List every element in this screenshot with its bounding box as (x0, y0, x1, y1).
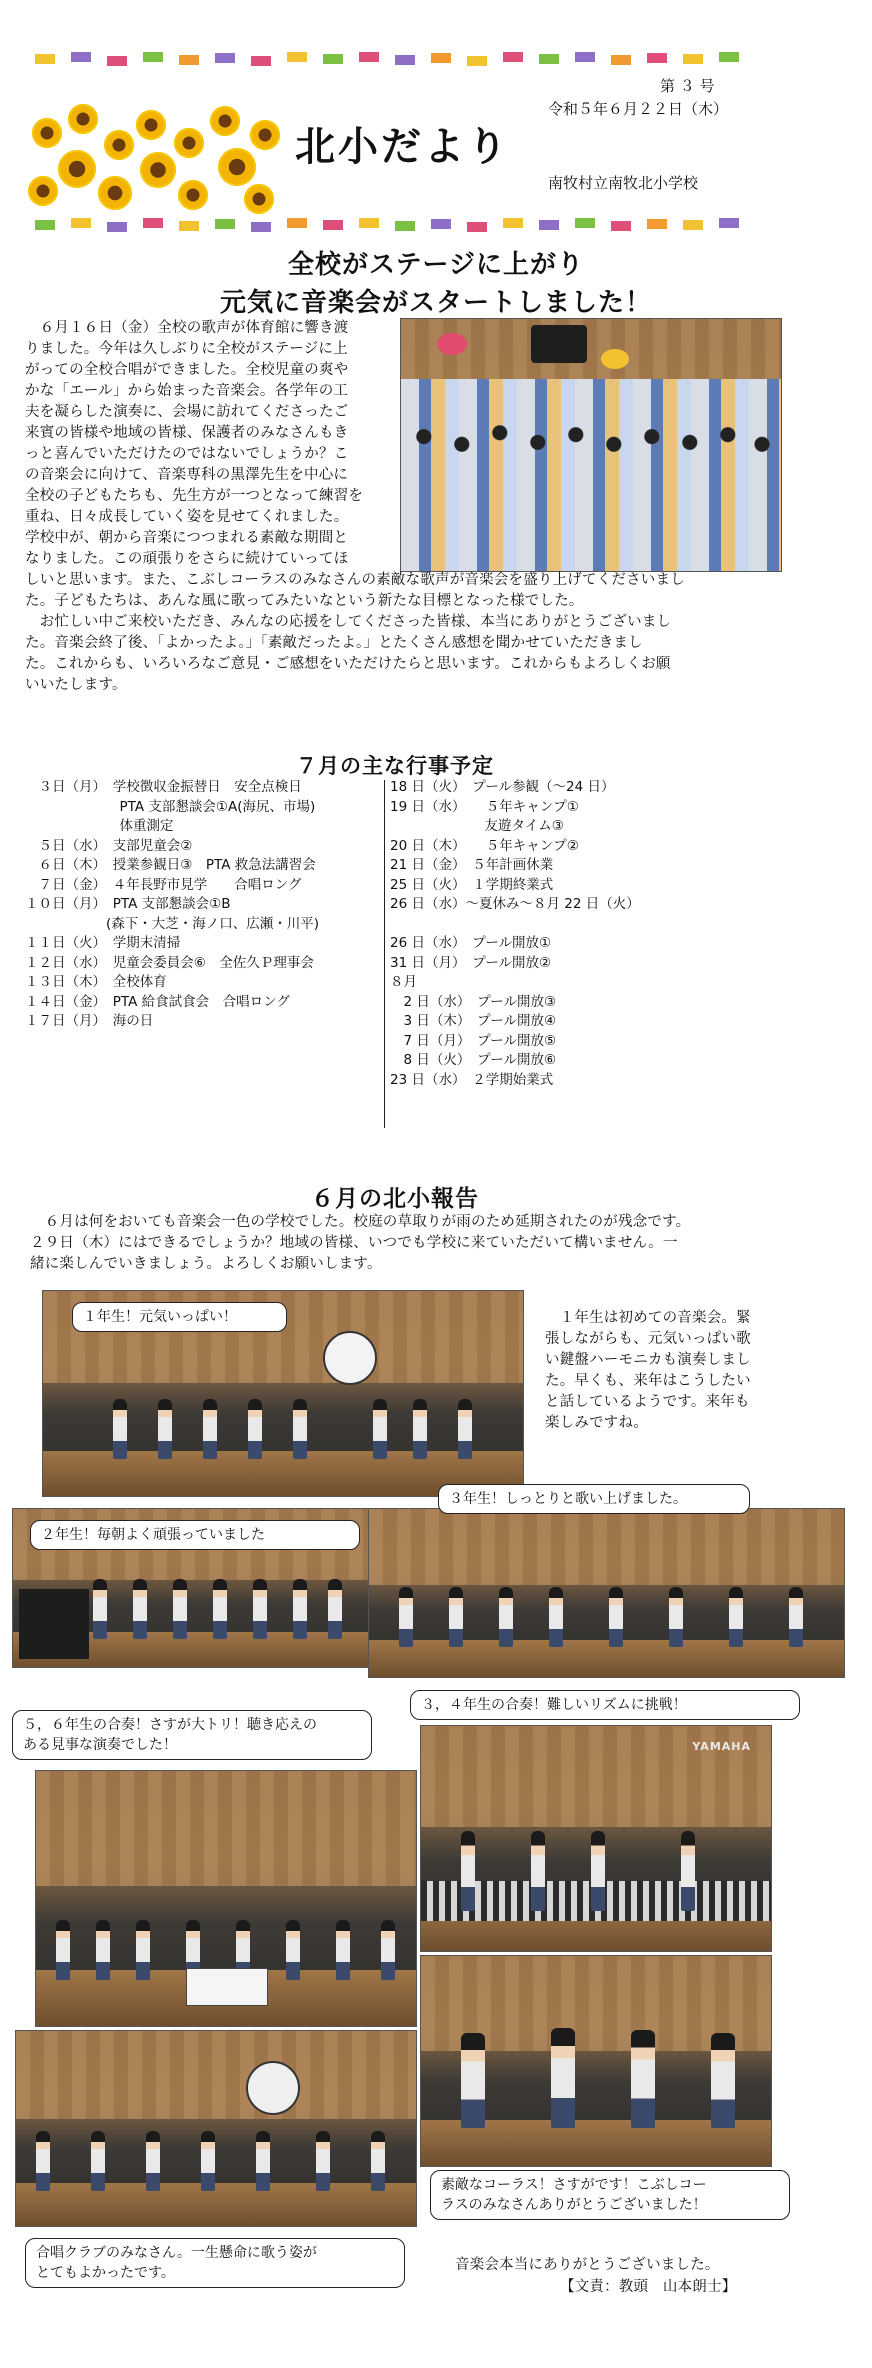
text-line: た。早くも、来年はこうしたい (545, 1373, 751, 1389)
photo-choir-club (15, 2030, 417, 2227)
schedule-entry: ３日（月） 学校徴収金振替日 安全点検日 (25, 779, 302, 795)
piano-brand: YAMAHA (692, 1740, 751, 1753)
caption-grade56 (12, 1710, 372, 1760)
issue-number: 第 ３ 号 (660, 77, 715, 95)
schedule-entry: (森下・大芝・海ノ口、広瀬・川平) (25, 915, 320, 932)
caption-chorus (430, 2170, 790, 2220)
schedule-entry: 31 日（月） プール開放② (390, 954, 552, 971)
schedule-left-column (25, 778, 385, 1032)
caption-grade34: ３，４年生の合奏！難しいリズムに挑戦！ (410, 1690, 800, 1720)
schedule-entry: ５日（水） 支部児童会② (25, 837, 193, 854)
sunflower-illustration (28, 100, 278, 220)
text-line: の音楽会に向けて、音楽専科の黒澤先生を中心に (25, 467, 349, 483)
text-line: ２９日（木）にはできるでしょうか？地域の皆様、いつでも学校に来ていただいて構いません。一 (30, 1235, 678, 1251)
text-line: と話しているようです。来年も (545, 1394, 750, 1410)
author-credit: 【文責：教頭 山本朗士】 (560, 2279, 737, 2295)
schedule-entry: １３日（木） 全校体育 (25, 974, 167, 990)
schedule-entry: １０日（月） PTA 支部懇談会①B (25, 896, 231, 912)
article-paragraph-full (25, 570, 855, 696)
text-line: 緒に楽しんでいきましょう。よろしくお願いします。 (30, 1256, 382, 1272)
text-line: た。子どもたちは、あんな風に歌ってみたいなという新たな目標となった様でした。 (25, 593, 584, 609)
newsletter-title: 北小だより (295, 124, 510, 170)
article-headline-2: 元気に音楽会がスタートしました！ (219, 288, 652, 318)
article-paragraph-wrapped (25, 318, 405, 570)
caption-grade2: ２年生！毎朝よく頑張っていました (30, 1520, 360, 1550)
schedule-entry: 23 日（水） ２学期始業式 (390, 1071, 554, 1088)
schedule-heading: ７月の主な行事予定 (296, 754, 494, 778)
photo-grade56 (35, 1770, 417, 2027)
text-line: 全校の子どもたちも、先生方が一つとなって練習を (25, 488, 364, 504)
text-line: っと喜んでいただけたのではないでしょうか？こ (25, 446, 349, 462)
text-line: ５，６年生の合奏！さすが大トリ！聴き応えの (23, 1717, 317, 1733)
text-line: ６月は何をおいても音楽会一色の学校でした。校庭の草取りが雨のため延期されたのが残念です。 (30, 1214, 691, 1230)
caption-grade3: ３年生！しっとりと歌い上げました。 (438, 1484, 750, 1514)
issue-date: 令和５年６月２２日（木） (548, 100, 729, 118)
schedule-entry: 26 日（水）～夏休み～８月 22 日（火） (390, 896, 640, 912)
caption-grade1: １年生！元気いっぱい！ (72, 1302, 287, 1332)
schedule-entry: ７日（金） ４年長野市見学 合唱ロング (25, 876, 302, 893)
schedule-entry: 2 日（水） プール開放③ (390, 993, 557, 1010)
text-line: た。音楽会終了後、「よかったよ。」「素敵だったよ。」とたくさん感想を聞かせていただきまし (25, 635, 643, 651)
schedule-entry: 体重測定 (25, 818, 174, 834)
text-line: とてもよかったです。 (36, 2265, 175, 2281)
schedule-entry: 18 日（火） プール参観（～24 日） (390, 779, 615, 795)
text-line: 合唱クラブのみなさん。一生懸命に歌う姿が (36, 2245, 317, 2261)
confetti-top (35, 52, 755, 68)
photo-kobushi-chorus (420, 1955, 772, 2167)
grade1-description (545, 1308, 785, 1434)
schedule-entry: PTA 支部懇談会①A(海尻、市場) (25, 798, 316, 815)
text-line: 重ね、日々成長していく姿を見せてくれました。 (25, 509, 349, 525)
text-line: ６月１６日（金）全校の歌声が体育館に響き渡 (25, 320, 349, 336)
text-line: 張しながらも、元気いっぱい歌 (545, 1331, 751, 1347)
schedule-entry: １７日（月） 海の日 (25, 1013, 154, 1029)
caption-choir-club (25, 2238, 405, 2288)
text-line: 学校中が、朝から音楽につつまれる素敵な期間と (25, 530, 349, 546)
text-line: なりました。この頑張りをさらに続けていってほ (25, 551, 349, 567)
schedule-entry: １１日（火） 学期末清掃 (25, 935, 181, 951)
text-line: ラスのみなさんありがとうございました！ (441, 2197, 707, 2213)
schedule-divider (384, 780, 385, 1128)
report-intro (30, 1212, 860, 1275)
schedule-entry: ６日（木） 授業参観日③ PTA 救急法講習会 (25, 857, 316, 873)
text-line: 楽しみですね。 (545, 1415, 648, 1431)
report-heading: ６月の北小報告 (311, 1186, 479, 1212)
text-line: 素敵なコーラス！さすがです！こぶしコー (441, 2177, 707, 2193)
text-line: 来賓の皆様や地域の皆様、保護者のみなさんもき (25, 425, 349, 441)
text-line: 夫を凝らした演奏に、会場に訪れてくださったご (25, 404, 349, 420)
schedule-entry: 8 日（火） プール開放⑥ (390, 1052, 557, 1068)
schedule-entry: 25 日（火） １学期終業式 (390, 876, 554, 893)
confetti-bottom (35, 218, 755, 234)
schedule-entry: １２日（水） 児童会委員会⑥ 全佐久Ｐ理事会 (25, 954, 314, 971)
schedule-entry: 友遊タイム③ (390, 818, 564, 834)
schedule-entry: 7 日（月） プール開放⑤ (390, 1032, 557, 1049)
article-headline-1: 全校がステージに上がり (288, 250, 584, 280)
schedule-entry: 20 日（木） ５年キャンプ② (390, 837, 579, 854)
text-line: がっての全校合唱ができました。全校児童の爽や (25, 362, 349, 378)
schedule-right-column (390, 778, 780, 1128)
text-line: い鍵盤ハーモニカも演奏しまし (545, 1352, 751, 1368)
photo-whole-school-choir (400, 318, 782, 572)
text-line: かな「エール」から始まった音楽会。各学年の工 (25, 383, 349, 399)
text-line: １年生は初めての音楽会。緊 (545, 1310, 751, 1326)
text-line: いいたします。 (25, 677, 127, 693)
text-line: しいと思います。また、こぶしコーラスのみなさんの素敵な歌声が音楽会を盛り上げてくださいまし (25, 572, 685, 588)
photo-grade3 (368, 1508, 845, 1678)
schedule-entry: ８月 (390, 974, 417, 990)
text-line: りました。今年は久しぶりに全校がステージに上 (25, 341, 348, 357)
text-line: お忙しい中ご来校いただき、みんなの応援をしてくださった皆様、本当にありがとうございまし (25, 614, 672, 630)
school-name: 南牧村立南牧北小学校 (548, 174, 699, 192)
closing-message: 音楽会本当にありがとうございました。 (455, 2257, 720, 2273)
schedule-entry: １４日（金） PTA 給食試食会 合唱ロング (25, 993, 290, 1010)
schedule-entry: 3 日（木） プール開放④ (390, 1013, 557, 1029)
schedule-entry: 26 日（水） プール開放① (390, 935, 552, 951)
photo-grade34-ensemble (420, 1725, 772, 1952)
text-line: た。これからも、いろいろなご意見・ご感想をいただけたらと思います。これからもよろしくお願 (25, 656, 671, 672)
schedule-entry: 21 日（金） ５年計画休業 (390, 857, 554, 873)
schedule-entry: 19 日（水） ５年キャンプ① (390, 798, 579, 815)
text-line: ある見事な演奏でした！ (23, 1737, 177, 1753)
schedule-entry (390, 915, 780, 935)
